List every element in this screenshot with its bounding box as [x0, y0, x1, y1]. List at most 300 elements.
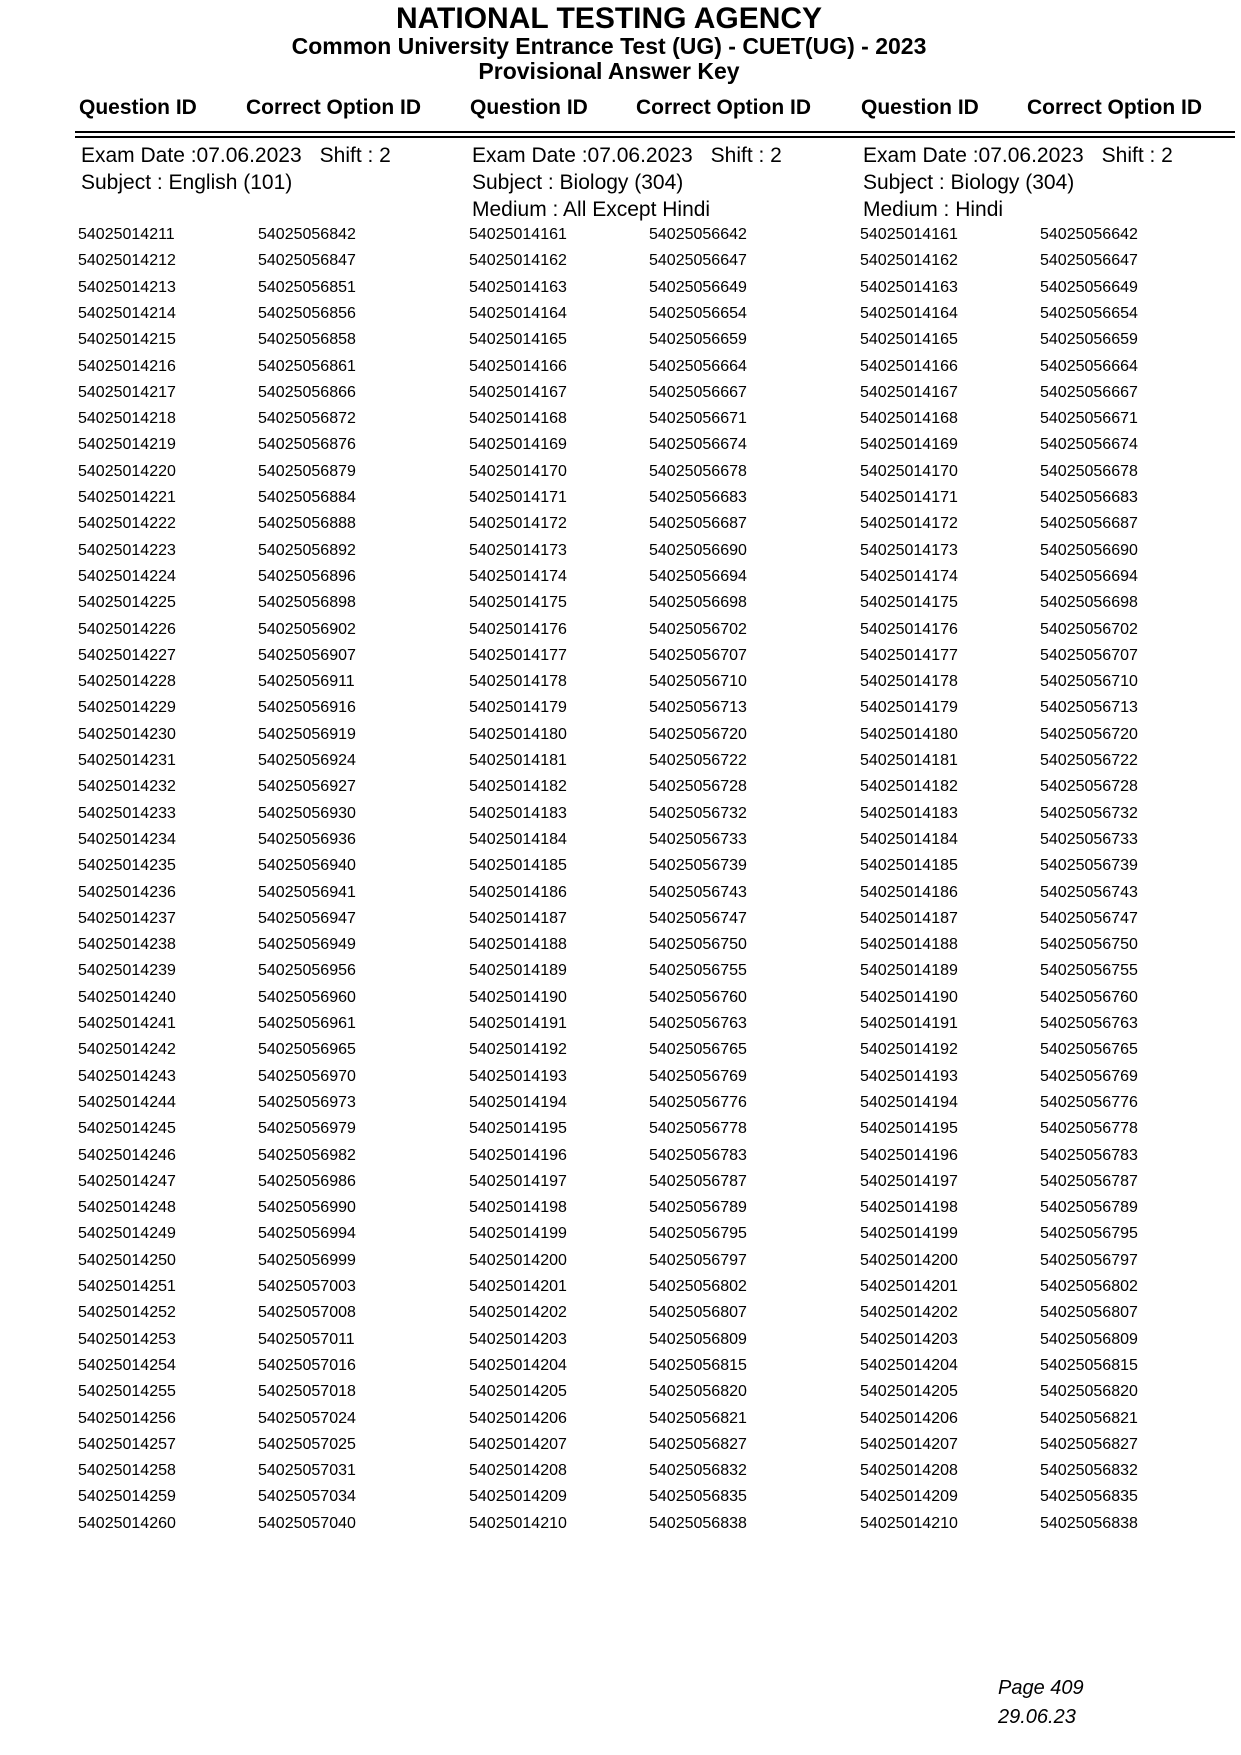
header-divider [75, 131, 1235, 133]
question-id-cell: 54025014252 [78, 1304, 176, 1322]
correct-option-id-cell: 54025056739 [649, 857, 747, 875]
question-id-cell: 54025014173 [469, 541, 567, 559]
question-id-cell: 54025014196 [469, 1146, 567, 1164]
correct-option-id-cell: 54025056919 [258, 725, 356, 743]
column-header-row [0, 96, 1241, 126]
correct-option-id-cell: 54025056787 [649, 1172, 747, 1190]
question-id-cell: 54025014167 [469, 383, 567, 401]
question-id-cell: 54025014163 [860, 278, 958, 296]
correct-option-id-cell: 54025056769 [1040, 1067, 1138, 1085]
correct-option-id-cell: 54025056986 [258, 1172, 356, 1190]
correct-option-id-cell: 54025056690 [649, 541, 747, 559]
correct-option-id-cell: 54025056847 [258, 252, 356, 270]
column-header-question-id: Question ID [861, 96, 979, 119]
question-id-cell: 54025014227 [78, 646, 176, 664]
question-id-cell: 54025014168 [860, 410, 958, 428]
question-id-cell: 54025014225 [78, 594, 176, 612]
section-meta-1 [472, 142, 852, 223]
correct-option-id-cell: 54025056892 [258, 541, 356, 559]
correct-option-id-cell: 54025056835 [649, 1488, 747, 1506]
correct-option-id-cell: 54025057040 [258, 1514, 356, 1532]
correct-option-id-cell: 54025056642 [649, 226, 747, 243]
correct-option-id-cell: 54025056861 [258, 357, 356, 375]
question-id-cell: 54025014197 [469, 1172, 567, 1190]
correct-option-id-cell: 54025056664 [649, 357, 747, 375]
correct-option-id-cell: 54025056815 [1040, 1356, 1138, 1374]
question-id-cell: 54025014165 [469, 331, 567, 349]
correct-option-id-cell: 54025056797 [1040, 1251, 1138, 1269]
question-id-cell: 54025014215 [78, 331, 176, 349]
question-id-cell: 54025014257 [78, 1435, 176, 1453]
correct-option-id-cell: 54025056999 [258, 1251, 356, 1269]
medium-label: Medium : Hindi [863, 198, 1004, 221]
question-id-cell: 54025014208 [469, 1462, 567, 1480]
correct-option-id-cell: 54025056659 [1040, 331, 1138, 349]
correct-option-id-cell: 54025056674 [1040, 436, 1138, 454]
correct-option-id-cell: 54025056763 [1040, 1015, 1138, 1032]
question-id-cell: 54025014182 [860, 778, 958, 796]
correct-option-id-cell: 54025056809 [649, 1330, 747, 1348]
question-id-cell: 54025014214 [78, 304, 176, 322]
correct-option-id-cell: 54025056647 [649, 252, 747, 270]
correct-option-id-cell: 54025056783 [1040, 1146, 1138, 1164]
correct-option-id-cell: 54025056765 [649, 1041, 747, 1059]
question-id-cell: 54025014196 [860, 1146, 958, 1164]
question-id-cell: 54025014223 [78, 541, 176, 559]
correct-option-id-cell: 54025056941 [258, 883, 356, 901]
correct-option-id-cell: 54025056979 [258, 1120, 356, 1138]
question-id-cell: 54025014208 [860, 1462, 958, 1480]
question-id-cell: 54025014161 [469, 226, 567, 243]
question-id-cell: 54025014184 [860, 830, 958, 848]
question-id-cell: 54025014205 [469, 1383, 567, 1401]
correct-option-id-cell: 54025056807 [649, 1304, 747, 1322]
correct-option-id-cell: 54025056907 [258, 646, 356, 664]
correct-option-id-cell: 54025056960 [258, 988, 356, 1006]
question-id-cell: 54025014166 [860, 357, 958, 375]
correct-option-id-cell: 54025056755 [649, 962, 747, 980]
correct-option-id-cell: 54025056949 [258, 936, 356, 954]
correct-option-id-cell: 54025056647 [1040, 252, 1138, 270]
column-header-correct-option-id: Correct Option ID [636, 96, 812, 119]
question-id-cell: 54025014253 [78, 1330, 176, 1348]
question-id-cell: 54025014175 [469, 594, 567, 612]
correct-option-id-cell: 54025056671 [1040, 410, 1138, 428]
question-id-cell: 54025014172 [860, 515, 958, 533]
correct-option-id-cell: 54025056970 [258, 1067, 356, 1085]
correct-option-id-cell: 54025056802 [649, 1278, 747, 1295]
question-id-cell: 54025014193 [860, 1067, 958, 1085]
correct-option-id-cell: 54025056776 [1040, 1093, 1138, 1111]
question-id-cell: 54025014235 [78, 857, 176, 875]
correct-option-id-cell: 54025056876 [258, 436, 356, 454]
subject-label: Subject : Biology (304) [863, 171, 1075, 194]
question-id-cell: 54025014177 [860, 646, 958, 664]
correct-option-id-cell: 54025056683 [1040, 489, 1138, 506]
question-id-cell: 54025014209 [860, 1488, 958, 1506]
correct-option-id-cell: 54025056965 [258, 1041, 356, 1059]
question-id-cell: 54025014246 [78, 1146, 176, 1164]
question-id-cell: 54025014186 [860, 883, 958, 901]
correct-option-id-cell: 54025056832 [649, 1462, 747, 1480]
correct-option-id-cell: 54025056802 [1040, 1278, 1138, 1295]
question-id-cell: 54025014164 [469, 304, 567, 322]
question-id-cell: 54025014190 [860, 988, 958, 1006]
correct-option-id-cell: 54025056667 [649, 383, 747, 401]
question-id-cell: 54025014210 [469, 1514, 567, 1532]
question-id-cell: 54025014229 [78, 699, 176, 717]
correct-option-id-cell: 54025056664 [1040, 357, 1138, 375]
correct-option-id-cell: 54025056642 [1040, 226, 1138, 243]
correct-option-id-cell: 54025056702 [1040, 620, 1138, 638]
correct-option-id-cell: 54025056884 [258, 489, 356, 506]
correct-option-id-cell: 54025056778 [1040, 1120, 1138, 1138]
question-id-cell: 54025014181 [469, 752, 567, 769]
question-id-cell: 54025014194 [860, 1093, 958, 1111]
question-id-cell: 54025014195 [860, 1120, 958, 1138]
correct-option-id-cell: 54025056832 [1040, 1462, 1138, 1480]
correct-option-id-cell: 54025056763 [649, 1015, 747, 1032]
question-id-cell: 54025014205 [860, 1383, 958, 1401]
correct-option-id-cell: 54025056838 [649, 1514, 747, 1532]
question-id-cell: 54025014251 [78, 1278, 176, 1295]
question-id-cell: 54025014248 [78, 1199, 176, 1217]
question-id-cell: 54025014212 [78, 252, 176, 270]
correct-option-id-cell: 54025057016 [258, 1356, 356, 1374]
question-id-cell: 54025014191 [469, 1015, 567, 1032]
correct-option-id-cell: 54025056787 [1040, 1172, 1138, 1190]
question-id-cell: 54025014178 [860, 673, 958, 691]
question-id-cell: 54025014203 [860, 1330, 958, 1348]
question-id-cell: 54025014230 [78, 725, 176, 743]
question-id-cell: 54025014169 [860, 436, 958, 454]
correct-option-id-cell: 54025056687 [649, 515, 747, 533]
correct-option-id-cell: 54025056851 [258, 278, 356, 296]
question-id-cell: 54025014162 [860, 252, 958, 270]
question-id-cell: 54025014172 [469, 515, 567, 533]
question-id-cell: 54025014249 [78, 1225, 176, 1243]
question-id-cell: 54025014219 [78, 436, 176, 454]
subject-label: Subject : English (101) [81, 171, 293, 194]
header-divider [75, 136, 1235, 138]
question-id-cell: 54025014259 [78, 1488, 176, 1506]
question-id-cell: 54025014199 [469, 1225, 567, 1243]
question-id-cell: 54025014256 [78, 1409, 176, 1427]
correct-option-id-cell: 54025056649 [1040, 278, 1138, 296]
question-id-cell: 54025014187 [860, 909, 958, 927]
question-id-cell: 54025014244 [78, 1093, 176, 1111]
question-id-cell: 54025014173 [860, 541, 958, 559]
question-id-cell: 54025014188 [860, 936, 958, 954]
correct-option-id-cell: 54025056728 [649, 778, 747, 796]
question-id-cell: 54025014178 [469, 673, 567, 691]
question-id-cell: 54025014170 [469, 462, 567, 480]
correct-option-id-cell: 54025056702 [649, 620, 747, 638]
question-id-cell: 54025014202 [469, 1304, 567, 1322]
correct-option-id-cell: 54025056769 [649, 1067, 747, 1085]
exam-date: Exam Date :07.06.2023 [81, 144, 302, 167]
question-id-cell: 54025014217 [78, 383, 176, 401]
correct-option-id-cell: 54025056815 [649, 1356, 747, 1374]
correct-option-id-cell: 54025056654 [649, 304, 747, 322]
correct-option-id-cell: 54025057008 [258, 1304, 356, 1322]
correct-option-id-cell: 54025056710 [649, 673, 747, 691]
correct-option-id-cell: 54025056821 [649, 1409, 747, 1427]
correct-option-id-cell: 54025056856 [258, 304, 356, 322]
correct-option-id-cell: 54025056747 [649, 909, 747, 927]
correct-option-id-cell: 54025056713 [1040, 699, 1138, 717]
correct-option-id-cell: 54025056961 [258, 1015, 356, 1032]
medium-label: Medium : All Except Hindi [472, 198, 711, 221]
section-meta-2 [863, 142, 1241, 223]
exam-name: Common University Entrance Test (UG) - CUET(UG) - 2023 [291, 33, 927, 59]
question-id-cell: 54025014242 [78, 1041, 176, 1059]
correct-option-id-cell: 54025056678 [649, 462, 747, 480]
correct-option-id-cell: 54025056750 [1040, 936, 1138, 954]
question-id-cell: 54025014187 [469, 909, 567, 927]
question-id-cell: 54025014239 [78, 962, 176, 980]
question-id-cell: 54025014162 [469, 252, 567, 270]
question-id-cell: 54025014228 [78, 673, 176, 691]
column-header-correct-option-id: Correct Option ID [246, 96, 422, 119]
question-id-cell: 54025014258 [78, 1462, 176, 1480]
question-id-cell: 54025014207 [469, 1435, 567, 1453]
correct-option-id-cell: 54025057003 [258, 1278, 356, 1295]
question-id-cell: 54025014202 [860, 1304, 958, 1322]
question-id-cell: 54025014164 [860, 304, 958, 322]
correct-option-id-cell: 54025056872 [258, 410, 356, 428]
correct-option-id-cell: 54025056940 [258, 857, 356, 875]
correct-option-id-cell: 54025056795 [649, 1225, 747, 1243]
correct-option-id-cell: 54025056690 [1040, 541, 1138, 559]
question-id-cell: 54025014179 [860, 699, 958, 717]
question-id-cell: 54025014171 [860, 489, 958, 506]
correct-option-id-cell: 54025056698 [1040, 594, 1138, 612]
question-id-cell: 54025014201 [469, 1278, 567, 1295]
correct-option-id-cell: 54025056698 [649, 594, 747, 612]
correct-option-id-cell: 54025056947 [258, 909, 356, 927]
question-id-cell: 54025014175 [860, 594, 958, 612]
question-id-cell: 54025014165 [860, 331, 958, 349]
correct-option-id-cell: 54025056654 [1040, 304, 1138, 322]
correct-option-id-cell: 54025056713 [649, 699, 747, 717]
question-id-cell: 54025014238 [78, 936, 176, 954]
correct-option-id-cell: 54025056930 [258, 804, 356, 822]
question-id-cell: 54025014260 [78, 1514, 176, 1532]
exam-date: Exam Date :07.06.2023 [863, 144, 1084, 167]
question-id-cell: 54025014200 [860, 1251, 958, 1269]
question-id-cell: 54025014193 [469, 1067, 567, 1085]
correct-option-id-cell: 54025056694 [649, 567, 747, 585]
correct-option-id-cell: 54025056902 [258, 620, 356, 638]
question-id-cell: 54025014170 [860, 462, 958, 480]
question-id-cell: 54025014190 [469, 988, 567, 1006]
correct-option-id-cell: 54025056866 [258, 383, 356, 401]
question-id-cell: 54025014220 [78, 462, 176, 480]
question-id-cell: 54025014174 [469, 567, 567, 585]
correct-option-id-cell: 54025056898 [258, 594, 356, 612]
question-id-cell: 54025014194 [469, 1093, 567, 1111]
correct-option-id-cell: 54025057031 [258, 1462, 356, 1480]
question-id-cell: 54025014241 [78, 1015, 176, 1032]
question-id-cell: 54025014211 [78, 226, 175, 243]
question-id-cell: 54025014232 [78, 778, 176, 796]
correct-option-id-cell: 54025056795 [1040, 1225, 1138, 1243]
correct-option-id-cell: 54025056896 [258, 567, 356, 585]
column-header-correct-option-id: Correct Option ID [1027, 96, 1203, 119]
correct-option-id-cell: 54025056888 [258, 515, 356, 533]
correct-option-id-cell: 54025056911 [258, 673, 355, 691]
question-id-cell: 54025014163 [469, 278, 567, 296]
subject-label: Subject : Biology (304) [472, 171, 684, 194]
correct-option-id-cell: 54025056750 [649, 936, 747, 954]
question-id-cell: 54025014184 [469, 830, 567, 848]
question-id-cell: 54025014195 [469, 1120, 567, 1138]
correct-option-id-cell: 54025056678 [1040, 462, 1138, 480]
question-id-cell: 54025014216 [78, 357, 176, 375]
shift-label: Shift : 2 [319, 144, 391, 167]
question-id-cell: 54025014185 [860, 857, 958, 875]
correct-option-id-cell: 54025056743 [1040, 883, 1138, 901]
correct-option-id-cell: 54025056994 [258, 1225, 356, 1243]
question-id-cell: 54025014206 [860, 1409, 958, 1427]
question-id-cell: 54025014250 [78, 1251, 176, 1269]
question-id-cell: 54025014213 [78, 278, 176, 296]
correct-option-id-cell: 54025056671 [649, 410, 747, 428]
correct-option-id-cell: 54025056707 [649, 646, 747, 664]
correct-option-id-cell: 54025057034 [258, 1488, 356, 1506]
correct-option-id-cell: 54025056747 [1040, 909, 1138, 927]
question-id-cell: 54025014198 [860, 1199, 958, 1217]
correct-option-id-cell: 54025056821 [1040, 1409, 1138, 1427]
question-id-cell: 54025014203 [469, 1330, 567, 1348]
correct-option-id-cell: 54025056687 [1040, 515, 1138, 533]
correct-option-id-cell: 54025056667 [1040, 383, 1138, 401]
question-id-cell: 54025014182 [469, 778, 567, 796]
question-id-cell: 54025014183 [860, 804, 958, 822]
question-id-cell: 54025014240 [78, 988, 176, 1006]
question-id-cell: 54025014188 [469, 936, 567, 954]
exam-date: Exam Date :07.06.2023 [472, 144, 693, 167]
question-id-cell: 54025014191 [860, 1015, 958, 1032]
document-type: Provisional Answer Key [478, 58, 740, 84]
question-id-cell: 54025014204 [469, 1356, 567, 1374]
question-id-cell: 54025014161 [860, 226, 958, 243]
question-id-cell: 54025014206 [469, 1409, 567, 1427]
correct-option-id-cell: 54025056649 [649, 278, 747, 296]
section-meta-0 [81, 142, 461, 196]
correct-option-id-cell: 54025056936 [258, 830, 356, 848]
question-id-cell: 54025014167 [860, 383, 958, 401]
correct-option-id-cell: 54025056733 [649, 830, 747, 848]
correct-option-id-cell: 54025056789 [649, 1199, 747, 1217]
page-title: NATIONAL TESTING AGENCY [395, 2, 823, 35]
correct-option-id-cell: 54025057018 [258, 1383, 356, 1401]
question-id-cell: 54025014197 [860, 1172, 958, 1190]
correct-option-id-cell: 54025056743 [649, 883, 747, 901]
question-id-cell: 54025014224 [78, 567, 176, 585]
question-id-cell: 54025014218 [78, 410, 176, 428]
question-id-cell: 54025014168 [469, 410, 567, 428]
correct-option-id-cell: 54025057011 [258, 1330, 355, 1348]
correct-option-id-cell: 54025056956 [258, 962, 356, 980]
question-id-cell: 54025014176 [860, 620, 958, 638]
question-id-cell: 54025014192 [860, 1041, 958, 1059]
correct-option-id-cell: 54025056835 [1040, 1488, 1138, 1506]
question-id-cell: 54025014174 [860, 567, 958, 585]
question-id-cell: 54025014209 [469, 1488, 567, 1506]
correct-option-id-cell: 54025056879 [258, 462, 356, 480]
question-id-cell: 54025014180 [860, 725, 958, 743]
correct-option-id-cell: 54025056789 [1040, 1199, 1138, 1217]
correct-option-id-cell: 54025056739 [1040, 857, 1138, 875]
question-id-cell: 54025014183 [469, 804, 567, 822]
column-header-question-id: Question ID [79, 96, 197, 119]
shift-label: Shift : 2 [1101, 144, 1173, 167]
correct-option-id-cell: 54025056820 [1040, 1383, 1138, 1401]
question-id-cell: 54025014237 [78, 909, 176, 927]
correct-option-id-cell: 54025056827 [649, 1435, 747, 1453]
question-id-cell: 54025014245 [78, 1120, 176, 1138]
correct-option-id-cell: 54025056720 [649, 725, 747, 743]
question-id-cell: 54025014207 [860, 1435, 958, 1453]
correct-option-id-cell: 54025056720 [1040, 725, 1138, 743]
correct-option-id-cell: 54025056807 [1040, 1304, 1138, 1322]
question-id-cell: 54025014226 [78, 620, 176, 638]
correct-option-id-cell: 54025056674 [649, 436, 747, 454]
correct-option-id-cell: 54025056732 [649, 804, 747, 822]
question-id-cell: 54025014210 [860, 1514, 958, 1532]
question-id-cell: 54025014176 [469, 620, 567, 638]
correct-option-id-cell: 54025056765 [1040, 1041, 1138, 1059]
question-id-cell: 54025014231 [78, 752, 176, 769]
correct-option-id-cell: 54025056707 [1040, 646, 1138, 664]
question-id-cell: 54025014201 [860, 1278, 958, 1295]
question-id-cell: 54025014185 [469, 857, 567, 875]
question-id-cell: 54025014181 [860, 752, 958, 769]
question-id-cell: 54025014171 [469, 489, 567, 506]
correct-option-id-cell: 54025056760 [1040, 988, 1138, 1006]
question-id-cell: 54025014179 [469, 699, 567, 717]
question-id-cell: 54025014233 [78, 804, 176, 822]
question-id-cell: 54025014166 [469, 357, 567, 375]
correct-option-id-cell: 54025056710 [1040, 673, 1138, 691]
correct-option-id-cell: 54025056659 [649, 331, 747, 349]
correct-option-id-cell: 54025056916 [258, 699, 356, 717]
question-id-cell: 54025014200 [469, 1251, 567, 1269]
correct-option-id-cell: 54025056778 [649, 1120, 747, 1138]
correct-option-id-cell: 54025056924 [258, 752, 356, 769]
question-id-cell: 54025014180 [469, 725, 567, 743]
question-id-cell: 54025014192 [469, 1041, 567, 1059]
correct-option-id-cell: 54025056683 [649, 489, 747, 506]
correct-option-id-cell: 54025056982 [258, 1146, 356, 1164]
correct-option-id-cell: 54025056809 [1040, 1330, 1138, 1348]
correct-option-id-cell: 54025056827 [1040, 1435, 1138, 1453]
shift-label: Shift : 2 [710, 144, 782, 167]
question-id-cell: 54025014198 [469, 1199, 567, 1217]
correct-option-id-cell: 54025056973 [258, 1093, 356, 1111]
correct-option-id-cell: 54025056728 [1040, 778, 1138, 796]
correct-option-id-cell: 54025056694 [1040, 567, 1138, 585]
correct-option-id-cell: 54025056776 [649, 1093, 747, 1111]
question-id-cell: 54025014189 [860, 962, 958, 980]
question-id-cell: 54025014189 [469, 962, 567, 980]
question-id-cell: 54025014199 [860, 1225, 958, 1243]
question-id-cell: 54025014186 [469, 883, 567, 901]
correct-option-id-cell: 54025056797 [649, 1251, 747, 1269]
correct-option-id-cell: 54025056760 [649, 988, 747, 1006]
